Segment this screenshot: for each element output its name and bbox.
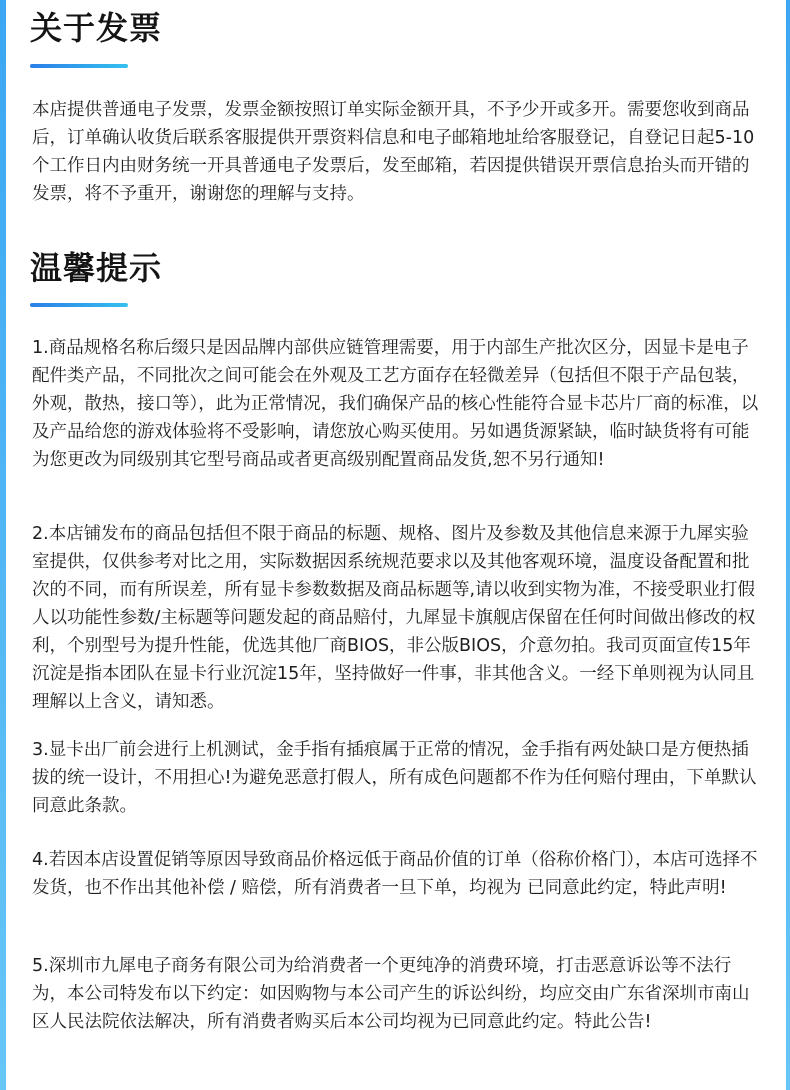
invoice-paragraph: 本店提供普通电子发票，发票金额按照订单实际金额开具，不予少开或多开。需要您收到商品后，订单确认收货后联系客服提供开票资料信息和电子邮箱地址给客服登记，自登记日起5-10个工作日内由财务统一开具普通电子发票后，发至邮箱，若因提供错误开票信息抬头而开错的发票，将不予重开，谢谢您的理解与支持。 — [32, 100, 755, 204]
notice-heading-underline — [30, 303, 128, 307]
invoice-heading: 关于发票 — [30, 9, 163, 47]
notice-item-3: 3.显卡出厂前会进行上机测试，金手指有插痕属于正常的情况，金手指有两处缺口是方便热插拔的统一设计，不用担心!为避免恶意打假人，所有成色问题都不作为任何赔付理由，下单默认同意此条款。 — [32, 740, 757, 816]
notice-item-2: 2.本店铺发布的商品包括但不限于商品的标题、规格、图片及参数及其他信息来源于九犀实验室提供，仅供参考对比之用，实际数据因系统规范要求以及其他客观环境，温度设备配置和批次的不同，而有所误差，所有显卡参数数据及商品标题等,请以收到实物为准，不接受职业打假人以功能性参数/主标题等问题发起的商品赔付，九犀显卡旗舰店保留在任何时间做出修改的权利，个别型号为提升性能，优选其他厂商BIOS，非公版BIOS，介意勿拍。我司页面宣传15年沉淀是指本团队在显卡行业沉淀15年，坚持做好一件事，非其他含义。一经下单则视为认同且理解以上含义，请知悉。 — [32, 524, 756, 712]
frame-left-border — [0, 0, 6, 1090]
notice-item-5: 5.深圳市九犀电子商务有限公司为给消费者一个更纯净的消费环境，打击恶意诉讼等不法行为，本公司特发布以下约定：如因购物与本公司产生的诉讼纠纷，均应交由广东省深圳市南山区人民法院依法解决，所有消费者购买后本公司均视为已同意此约定。特此公告! — [32, 956, 750, 1032]
invoice-heading-underline — [30, 64, 128, 68]
notice-item-1: 1.商品规格名称后缀只是因品牌内部供应链管理需要，用于内部生产批次区分，因显卡是电子配件类产品，不同批次之间可能会在外观及工艺方面存在轻微差异（包括但不限于产品包装，外观，散热，接口等），此为正常情况，我们确保产品的核心性能符合显卡芯片厂商的标准，以及产品给您的游戏体验将不受影响，请您放心购买使用。另如遇货源紧缺，临时缺货将有可能为您更改为同级别其它型号商品或者更高级别配置商品发货,恕不另行通知! — [32, 338, 759, 470]
frame-right-border — [786, 0, 790, 1090]
notice-heading: 温馨提示 — [30, 249, 163, 287]
notice-item-4: 4.若因本店设置促销等原因导致商品价格远低于商品价值的订单（俗称价格门），本店可选择不发货，也不作出其他补偿 / 赔偿，所有消费者一旦下单，均视为 已同意此约定，特此声明! — [32, 850, 758, 898]
